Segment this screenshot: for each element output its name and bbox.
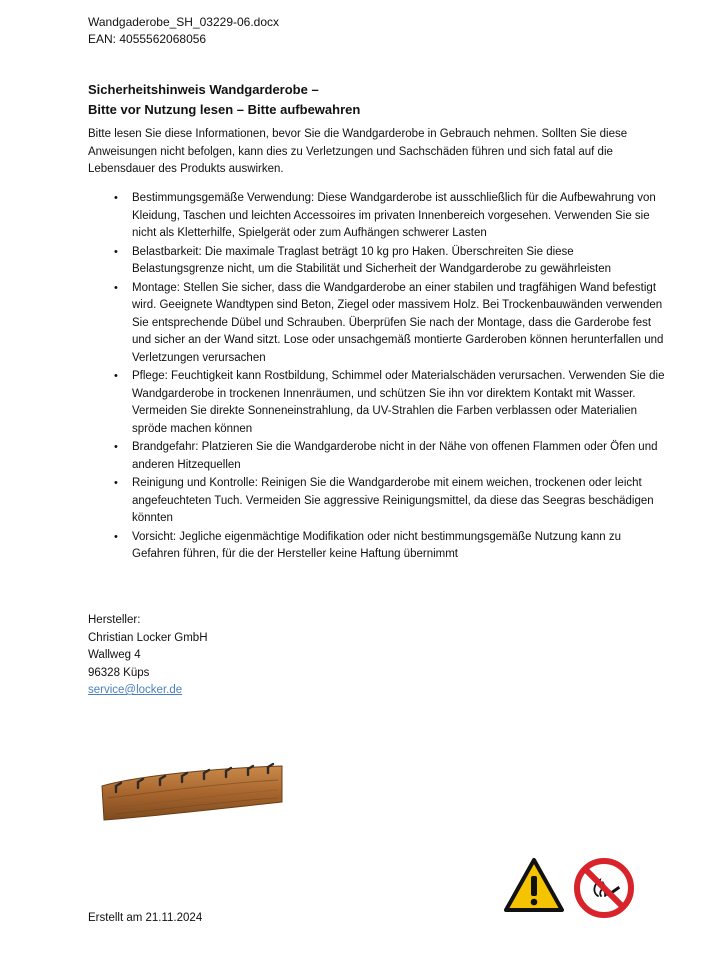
warning-triangle-icon — [503, 857, 565, 913]
bullet-icon: • — [114, 192, 118, 204]
created-date: Erstellt am 21.11.2024 — [88, 912, 203, 924]
list-item — [88, 529, 668, 564]
document-header — [88, 14, 279, 48]
list-item-text: Montage: Stellen Sie sicher, dass die Wandgarderobe an einer stabilen und tragfähigen Wand befestigt wird. Geeignete Wandtypen sind Beton, Ziegel oder massivem Holz. Bei Trockenbauwänden verwenden Sie entsprechende Dübel und Schrauben. Überprüfen Sie nach der Montage, dass die Garderobe fest und sicher an der Wand sitzt. Lose oder unsachgemäß montierte Garderoben können herunterfallen und Verletzungen verursachen — [132, 281, 664, 364]
bullet-icon: • — [114, 530, 118, 543]
page-title — [88, 80, 360, 120]
list-item — [88, 280, 668, 368]
safety-list — [88, 190, 668, 565]
list-item-text: Belastbarkeit: Die maximale Traglast beträgt 10 kg pro Haken. Überschreiten Sie diese Belastungsgrenze nicht, um die Stabilität und Sicherheit der Wandgarderobe zu gewährleisten — [132, 245, 612, 275]
manufacturer-company: Christian Locker GmbH — [88, 631, 208, 644]
bullet-icon: • — [114, 370, 118, 382]
manufacturer-city: 96328 Küps — [88, 666, 150, 679]
list-item-text: Reinigung und Kontrolle: Reinigen Sie die Wandgarderobe mit einem weichen, trockenen oder leicht angefeuchteten Tuch. Vermeiden Sie aggressive Reinigungsmittel, da diese das Seegras beschädigen könnten — [132, 477, 654, 524]
intro-paragraph: Bitte lesen Sie diese Informationen, bevor Sie die Wandgarderobe in Gebrauch nehmen. Sollten Sie diese Anweisungen nicht befolgen, kann dies zu Verletzungen und Sachschäden führen und sich fatal auf die Lebensdauer des Produkts auswirken. — [88, 128, 628, 175]
list-item — [88, 475, 668, 528]
list-item — [88, 244, 668, 279]
list-item — [88, 190, 668, 243]
list-item-text: Pflege: Feuchtigkeit kann Rostbildung, Schimmel oder Materialschäden verursachen. Verwenden Sie die Wandgarderobe in trockenen Innenräumen, und schützen Sie ihn vor direktem Kontakt mit Wasser. Vermeiden Sie direkte Sonneneinstrahlung, da UV-Strahlen die Farben verblassen oder Materialien spröde machen können — [132, 370, 665, 435]
title-line-2: Bitte vor Nutzung lesen – Bitte aufbewahren — [88, 102, 361, 117]
bullet-icon: • — [114, 245, 118, 258]
wardrobe-product-image — [96, 758, 286, 828]
bullet-icon: • — [114, 441, 118, 453]
list-item — [88, 439, 668, 474]
list-item-text: Bestimmungsgemäße Verwendung: Diese Wandgarderobe ist ausschließlich für die Aufbewahrung von Kleidung, Taschen und leichten Accessoires im privaten Innenbereich vorgesehen. Verwenden Sie sie nicht als Kletterhilfe, Spielgerät oder zum Aufhängen schwerer Lasten — [132, 192, 656, 239]
no-open-flame-icon — [574, 858, 634, 918]
bullet-icon: • — [114, 477, 118, 489]
bullet-icon: • — [114, 281, 118, 294]
ean-code: EAN: 4055562068056 — [88, 32, 207, 46]
manufacturer-block — [88, 612, 208, 700]
manufacturer-label: Hersteller: — [88, 614, 141, 626]
title-line-1: Sicherheitshinweis Wandgarderobe – — [88, 82, 319, 97]
list-item-text: Vorsicht: Jegliche eigenmächtige Modifikation oder nicht bestimmungsgemäße Nutzung kann zu Gefahren führen, für die der Hersteller keine Haftung übernimmt — [132, 530, 622, 560]
list-item-text: Brandgefahr: Platzieren Sie die Wandgarderobe nicht in der Nähe von offenen Flammen oder Öfen und anderen Hitzequellen — [132, 441, 658, 471]
manufacturer-email-link[interactable]: service@locker.de — [88, 684, 183, 696]
list-item — [88, 368, 668, 438]
manufacturer-street: Wallweg 4 — [88, 649, 141, 661]
file-name: Wandgaderobe_SH_03229-06.docx — [88, 15, 280, 29]
